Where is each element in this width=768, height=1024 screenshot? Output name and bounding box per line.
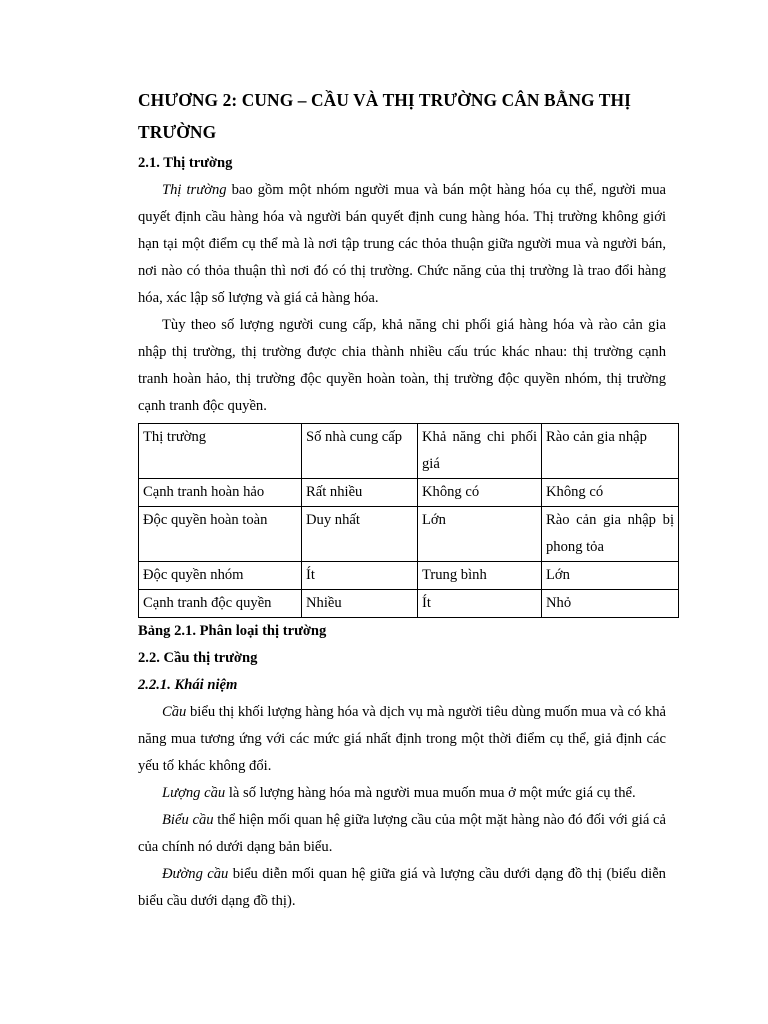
paragraph-market-structures: Tùy theo số lượng người cung cấp, khả năng chi phối giá hàng hóa và rào cản gia nhập thị trường, thị trường được chia thành nhiều cấu trúc khác nhau: thị trường cạnh tranh hoàn hảo, thị trường độc quyền hoàn toàn, thị trường độc quyền nhóm, thị trường cạnh tranh độc quyền. bbox=[138, 317, 666, 414]
table-cell: Ít bbox=[418, 590, 542, 618]
paragraph-text: bao gồm một nhóm người mua và bán một hàng hóa cụ thể, người mua quyết định cầu hàng hóa và người bán quyết định cung hàng hóa. Thị trường không giới hạn tại một điểm cụ thể mà là nơi tập trung các thỏa thuận giữa người mua và người bán, nơi nào có thỏa thuận thì nơi đó có thị trường. Chức năng của thị trường là trao đổi hàng hóa, xác lập số lượng và giá cả hàng hóa. bbox=[138, 182, 666, 306]
table-cell: Độc quyền nhóm bbox=[139, 562, 302, 590]
table-header-row bbox=[139, 424, 679, 479]
section-heading-2-2: 2.2. Cầu thị trường bbox=[138, 650, 258, 666]
table-cell: Không có bbox=[542, 479, 679, 507]
paragraph-quantity-demanded bbox=[138, 780, 666, 807]
table-header-cell: Khả năng chi phối giá bbox=[418, 424, 542, 479]
table-cell: Ít bbox=[302, 562, 418, 590]
market-classification-table bbox=[138, 423, 679, 618]
chapter-title: CHƯƠNG 2: CUNG – CẦU VÀ THỊ TRƯỜNG CÂN BẰNG THỊ TRƯỜNG bbox=[138, 90, 631, 142]
table-row bbox=[139, 562, 679, 590]
section-heading-2-1: 2.1. Thị trường bbox=[138, 155, 233, 171]
table-header-cell: Số nhà cung cấp bbox=[302, 424, 418, 479]
table-header-cell: Rào cản gia nhập bbox=[542, 424, 679, 479]
table-cell: Lớn bbox=[418, 507, 542, 562]
table-row bbox=[139, 479, 679, 507]
table-cell: Không có bbox=[418, 479, 542, 507]
term-market: Thị trường bbox=[162, 182, 227, 198]
paragraph-text: thể hiện mối quan hệ giữa lượng cầu của một mặt hàng nào đó đối với giá cả của chính nó dưới dạng bản biểu. bbox=[138, 812, 667, 855]
table-cell: Rào cản gia nhập bị phong tỏa bbox=[542, 507, 679, 562]
paragraph-text: biểu diễn mối quan hệ giữa giá và lượng cầu dưới dạng đồ thị (biểu diễn biểu cầu dưới dạng đồ thị). bbox=[138, 866, 666, 909]
table-cell: Trung bình bbox=[418, 562, 542, 590]
paragraph-text: biểu thị khối lượng hàng hóa và dịch vụ mà người tiêu dùng muốn mua và có khả năng mua tương ứng với các mức giá nhất định trong một thời điểm cụ thể, giả định các yếu tố khác không đổi. bbox=[138, 704, 666, 774]
table-row bbox=[139, 590, 679, 618]
paragraph-demand-curve bbox=[138, 861, 666, 915]
paragraph-market-definition bbox=[138, 177, 666, 312]
term-quantity-demanded: Lượng cầu bbox=[162, 785, 226, 801]
table-cell: Lớn bbox=[542, 562, 679, 590]
table-cell: Rất nhiều bbox=[302, 479, 418, 507]
table-cell: Nhỏ bbox=[542, 590, 679, 618]
term-demand-curve: Đường cầu bbox=[162, 866, 229, 882]
paragraph-text: là số lượng hàng hóa mà người mua muốn mua ở một mức giá cụ thể. bbox=[225, 785, 636, 801]
paragraph-demand-definition bbox=[138, 699, 666, 780]
subsection-heading-2-2-1: 2.2.1. Khái niệm bbox=[138, 677, 238, 693]
table-cell: Cạnh tranh hoàn hảo bbox=[139, 479, 302, 507]
term-demand-schedule: Biểu cầu bbox=[162, 812, 214, 828]
table-cell: Nhiều bbox=[302, 590, 418, 618]
document-body bbox=[138, 84, 674, 915]
paragraph-demand-schedule bbox=[138, 807, 666, 861]
table-cell: Duy nhất bbox=[302, 507, 418, 562]
table-caption: Bảng 2.1. Phân loại thị trường bbox=[138, 623, 327, 639]
table-cell: Độc quyền hoàn toàn bbox=[139, 507, 302, 562]
term-demand: Cầu bbox=[162, 704, 187, 720]
table-cell: Cạnh tranh độc quyền bbox=[139, 590, 302, 618]
table-header-cell: Thị trường bbox=[139, 424, 302, 479]
table-row bbox=[139, 507, 679, 562]
